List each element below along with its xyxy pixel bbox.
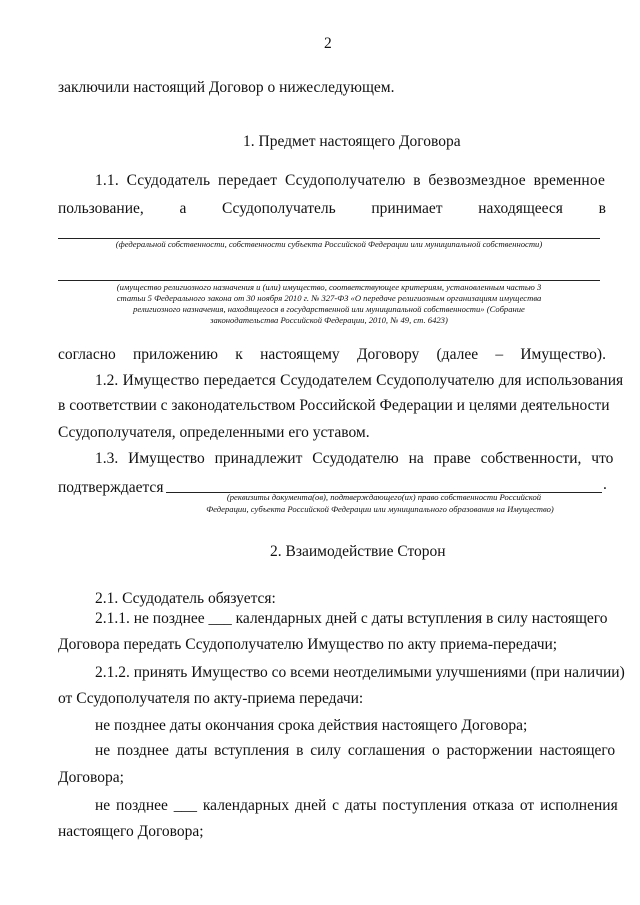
p1-3-dot: .	[603, 476, 607, 493]
p1-1-line3-word: –	[495, 346, 504, 363]
intro-line: заключили настоящий Договор о нижеследующем.	[58, 79, 395, 96]
section1-title: 1. Предмет настоящего Договора	[243, 133, 461, 150]
item-b-line2: Договора;	[58, 769, 124, 786]
note-ownership-docs-line1: (реквизиты документа(ов), подтверждающего(их) право собственности Российской	[226, 492, 542, 502]
p2-1-2-line1: 2.1.2. принять Имущество со всеми неотделимыми улучшениями (при наличии)	[95, 664, 625, 681]
p2-1-2-line2: от Ссудополучателя по акту-приема передачи:	[58, 690, 364, 707]
p1-1-line1-text: 1.1. Ссудодатель передает Ссудополучателю в безвозмездное временное	[95, 172, 605, 189]
p1-1-line3	[58, 345, 606, 365]
p2-1: 2.1. Ссудодатель обязуется:	[95, 590, 276, 607]
p1-1-line2-word: принимает	[371, 200, 443, 217]
p1-1-line2-word: а	[179, 200, 187, 217]
p1-1-line3-word: Договору	[356, 346, 420, 363]
p1-2-line3: Ссудополучателя, определенными его уставом.	[58, 424, 370, 441]
p1-1-line3-word: настоящему	[260, 346, 340, 363]
p1-1-line3-word: (далее	[436, 346, 479, 363]
note-religious-property-line: статьи 5 Федерального закона от 30 ноября 2010 г. № 327-ФЗ «О передаче религиозным организациям имущества	[116, 293, 542, 303]
p1-3-line1: 1.3. Имущество принадлежит Ссудодателю на праве собственности, что	[95, 450, 614, 467]
p2-1-1-line1: 2.1.1. не позднее ___ календарных дней с даты вступления в силу настоящего	[95, 610, 608, 627]
p2-1-1-line2: Договора передать Ссудополучателю Имущество по акту приема-передачи;	[58, 636, 558, 653]
p1-1-line3-word: приложению	[133, 346, 219, 363]
section2-title: 2. Взаимодействие Сторон	[270, 543, 446, 560]
blank-line-property-kind	[58, 280, 600, 281]
item-c-line1: не позднее ___ календарных дней с даты поступления отказа от исполнения	[95, 797, 618, 814]
p1-1-line2	[58, 199, 606, 219]
p1-2-line1: 1.2. Имущество передается Ссудодателем Ссудополучателю для использования	[95, 372, 624, 389]
p1-3-line2-label: подтверждается	[58, 479, 164, 496]
note-property-ownership: (федеральной собственности, собственности субъекта Российской Федерации или муниципальной собственности)	[115, 239, 543, 249]
p1-1-line2-word: Ссудополучатель	[222, 200, 336, 217]
page-number: 2	[324, 35, 332, 52]
p1-1-line2-word: пользование,	[58, 200, 144, 217]
note-religious-property-line: законодательства Российской Федерации, 2010, № 49, ст. 6423)	[210, 315, 448, 325]
note-religious-property	[58, 282, 600, 326]
item-b-line1: не позднее даты вступления в силу соглашения о расторжении настоящего	[95, 742, 616, 759]
p1-1-line3-word: согласно	[58, 346, 116, 363]
p1-1-line3-word: Имущество).	[520, 346, 606, 363]
p1-1-line3-word: к	[235, 346, 243, 363]
p1-1-line1	[95, 171, 605, 191]
p1-1-line2-word: в	[598, 200, 606, 217]
p1-1-line2-word: находящееся	[478, 200, 563, 217]
note-ownership-docs-line2: Федерации, субъекта Российской Федерации или муниципального образования на Имущество)	[206, 504, 554, 514]
item-c-line2: настоящего Договора;	[58, 823, 204, 840]
p1-2-line2: в соответствии с законодательством Российской Федерации и целями деятельности	[58, 397, 610, 414]
item-a: не позднее даты окончания срока действия настоящего Договора;	[95, 717, 528, 734]
note-religious-property-line: религиозного назначения, находящегося в государственной или муниципальной собственности» (Собрание	[133, 304, 525, 314]
note-religious-property-line: (имущество религиозного назначения и (или) имущество, соответствующее критериям, установленным частью 3	[116, 282, 542, 292]
